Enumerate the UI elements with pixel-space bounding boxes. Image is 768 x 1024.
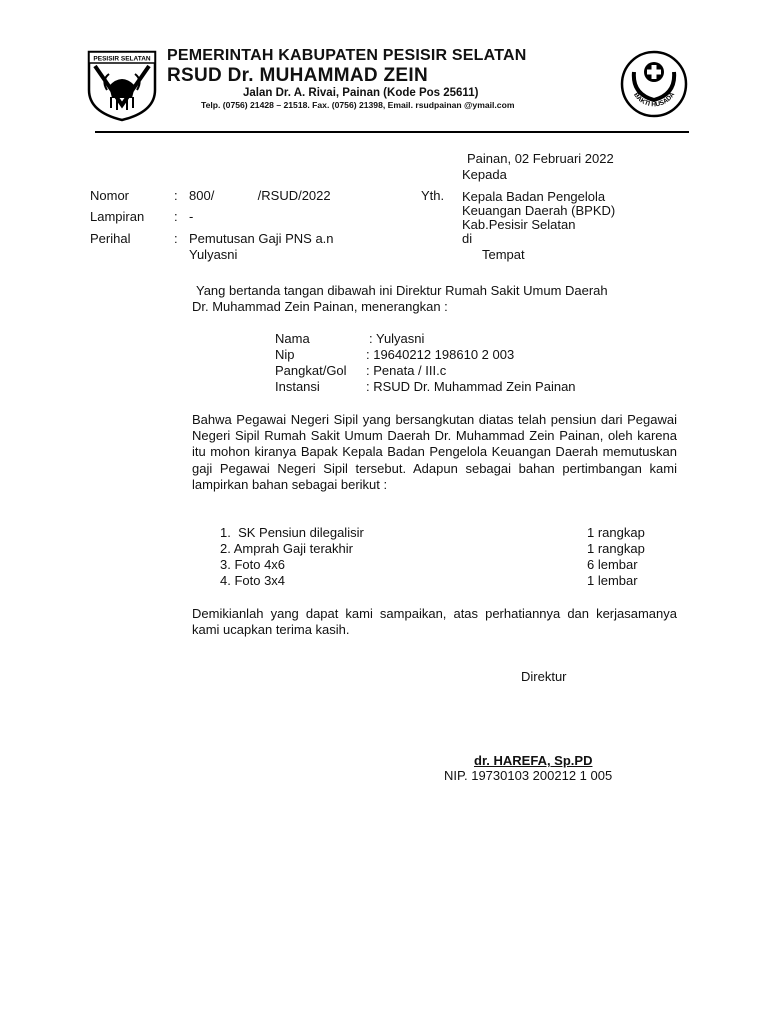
recipient-block: [462, 190, 615, 246]
yth-label: Yth.: [421, 188, 445, 203]
letterhead-divider: [95, 131, 689, 133]
government-name: PEMERINTAH KABUPATEN PESISIR SELATAN: [167, 47, 527, 64]
recipient-line: Kab.Pesisir Selatan: [462, 217, 576, 232]
place-date: Painan, 02 Februari 2022: [467, 151, 614, 166]
identity-label-pangkat: Pangkat/Gol: [275, 363, 347, 378]
attachment-item: 2. Amprah Gaji terakhir: [220, 541, 353, 556]
hospital-contact: Telp. (0756) 21428 – 21518. Fax. (0756) 21398, Email. rsudpainan @ymail.com: [201, 100, 515, 110]
identity-value-pangkat: : Penata / III.c: [366, 363, 447, 378]
attachment-item: 1. SK Pensiun dilegalisir: [220, 525, 364, 540]
hospital-address: Jalan Dr. A. Rivai, Painan (Kode Pos 25611): [243, 87, 479, 99]
hospital-name: RSUD Dr. MUHAMMAD ZEIN: [167, 65, 428, 86]
perihal-value: Pemutusan Gaji PNS a.n: [189, 231, 334, 246]
left-logo-text: PESISIR SELATAN: [93, 55, 151, 63]
attachment-qty: 1 lembar: [587, 573, 638, 588]
identity-value-instansi: : RSUD Dr. Muhammad Zein Painan: [366, 379, 576, 394]
nomor-value: 800/ /RSUD/2022: [189, 188, 331, 203]
recipient-line: di: [462, 231, 473, 246]
identity-value-nama: : Yulyasni: [369, 331, 425, 346]
attachment-item: 4. Foto 3x4: [220, 573, 286, 588]
attachment-qty: 1 rangkap: [587, 541, 645, 556]
attachment-item: 3. Foto 4x6: [220, 557, 286, 572]
recipient-line: Kepala Badan Pengelola: [462, 189, 606, 204]
nomor-colon: :: [174, 188, 178, 203]
perihal-colon: :: [174, 231, 178, 246]
pesisir-selatan-logo: [87, 50, 157, 122]
signer-nip: NIP. 19730103 200212 1 005: [444, 768, 613, 783]
to-label: Kepada: [462, 167, 507, 182]
attachment-qty: 6 lembar: [587, 557, 638, 572]
perihal-value-cont: Yulyasni: [189, 247, 238, 262]
signer-name: dr. HAREFA, Sp.PD: [474, 753, 593, 768]
recipient-place: Tempat: [482, 247, 525, 262]
intro-line: Yang bertanda tangan dibawah ini Direktur Rumah Sakit Umum Daerah: [196, 283, 608, 298]
identity-label-instansi: Instansi: [275, 379, 320, 394]
attachment-qty: 1 rangkap: [587, 525, 645, 540]
lampiran-colon: :: [174, 209, 178, 224]
perihal-label: Perihal: [90, 231, 131, 246]
bakti-husada-logo: [620, 50, 688, 118]
signature-title: Direktur: [521, 669, 567, 684]
identity-value-nip: : 19640212 198610 2 003: [366, 347, 515, 362]
intro-line: Dr. Muhammad Zein Painan, menerangkan :: [192, 299, 448, 314]
nomor-label: Nomor: [90, 188, 130, 203]
identity-label-nip: Nip: [275, 347, 295, 362]
lampiran-label: Lampiran: [90, 209, 145, 224]
recipient-line: Keuangan Daerah (BPKD): [462, 203, 616, 218]
closing-paragraph: Demikianlah yang dapat kami sampaikan, atas perhatiannya dan kerjasamanya kami ucapkan terima kasih.: [192, 606, 677, 638]
lampiran-value: -: [189, 209, 194, 224]
identity-label-nama: Nama: [275, 331, 310, 346]
main-paragraph: Bahwa Pegawai Negeri Sipil yang bersangkutan diatas telah pensiun dari Pegawai Negeri Sipil Rumah Sakit Umum Daerah Dr. Muhammad Zein Painan, oleh karena itu mohon kiranya Bapak Kepala Badan Pengelola Keuangan Daerah memutuskan gaji Pegawai Negeri Sipil tersebut. Adapun sebagai bahan pertimbangan kami lampirkan bahan sebagai berikut :: [192, 412, 677, 492]
right-logo-text: BAKTI HUSADA: [632, 91, 677, 109]
